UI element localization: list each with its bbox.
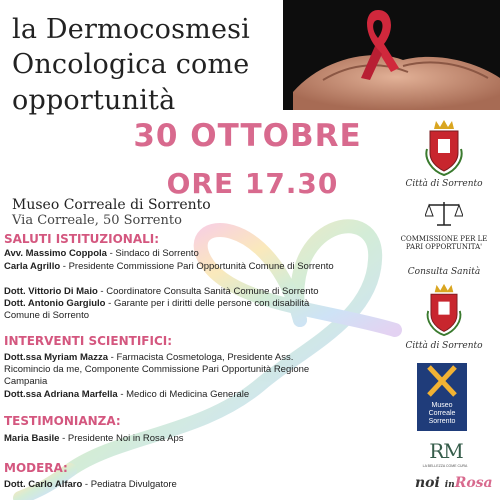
title-line-3: opportunità	[12, 85, 176, 116]
title-line-2: Oncologica come	[12, 49, 250, 80]
museo-x-icon	[417, 363, 467, 399]
museo-line-3: Sorrento	[428, 418, 456, 425]
sorrento-crest-icon	[424, 283, 464, 337]
scales-of-justice-icon	[425, 199, 463, 227]
citta-sorrento-caption-2: Città di Sorrento	[405, 341, 483, 351]
list-item: Carla Agrillo - Presidente Commissione Pari Opportunità Comune di Sorrento	[4, 261, 334, 272]
testimonianza-heading: TESTIMONIANZA:	[4, 414, 121, 428]
consulta-sanita-caption: Consulta Sanità	[407, 267, 481, 277]
list-item: Dott. Antonio Gargiulo - Garante per i diritti delle persone con disabilità Comune di Sorrento	[4, 298, 310, 321]
list-item: Maria Basile - Presidente Noi in Rosa Aps	[4, 433, 184, 444]
interventi-heading: INTERVENTI SCIENTIFICI:	[4, 334, 173, 348]
list-item: Dott. Carlo Alfaro - Pediatra Divulgatore	[4, 479, 177, 490]
modera-heading: MODERA:	[4, 461, 68, 475]
rm-logo: RM	[429, 439, 463, 463]
noi-in-rosa-logo: noi inRosa	[415, 475, 493, 491]
citta-sorrento-caption-1: Città di Sorrento	[405, 179, 483, 189]
commissione-caption: COMMISSIONE PER LE PARI OPPORTUNITA'	[400, 235, 488, 251]
list-item: Dott.ssa Myriam Mazza - Farmacista Cosmetologa, Presidente Ass. Ricomincio da me, Componente Commissione Pari Opportunità Regione Campania	[4, 352, 310, 387]
museo-line-2: Correale	[428, 410, 456, 417]
museo-line-1: Museo	[431, 402, 453, 409]
list-item: Dott. Vittorio Di Maio - Coordinatore Consulta Sanità Comune di Sorrento	[4, 286, 319, 297]
title-line-1: la Dermocosmesi	[12, 14, 251, 45]
saluti-heading: SALUTI ISTITUZIONALI:	[4, 232, 160, 246]
museo-correale-logo	[417, 363, 467, 431]
event-address: Via Correale, 50 Sorrento	[12, 213, 182, 228]
event-venue: Museo Correale di Sorrento	[12, 197, 211, 213]
red-ribbon-hands-photo	[283, 0, 500, 110]
rm-subtitle: LA BELLEZZA COME CURA	[422, 464, 468, 468]
list-item: Dott.ssa Adriana Marfella - Medico di Medicina Generale	[4, 389, 250, 400]
list-item: Avv. Massimo Coppola - Sindaco di Sorrento	[4, 248, 199, 259]
event-time: ORE 17.30	[166, 167, 339, 200]
sponsor-logos	[388, 115, 500, 500]
sorrento-crest-icon	[424, 119, 464, 177]
event-date: 30 OTTOBRE	[133, 118, 362, 154]
